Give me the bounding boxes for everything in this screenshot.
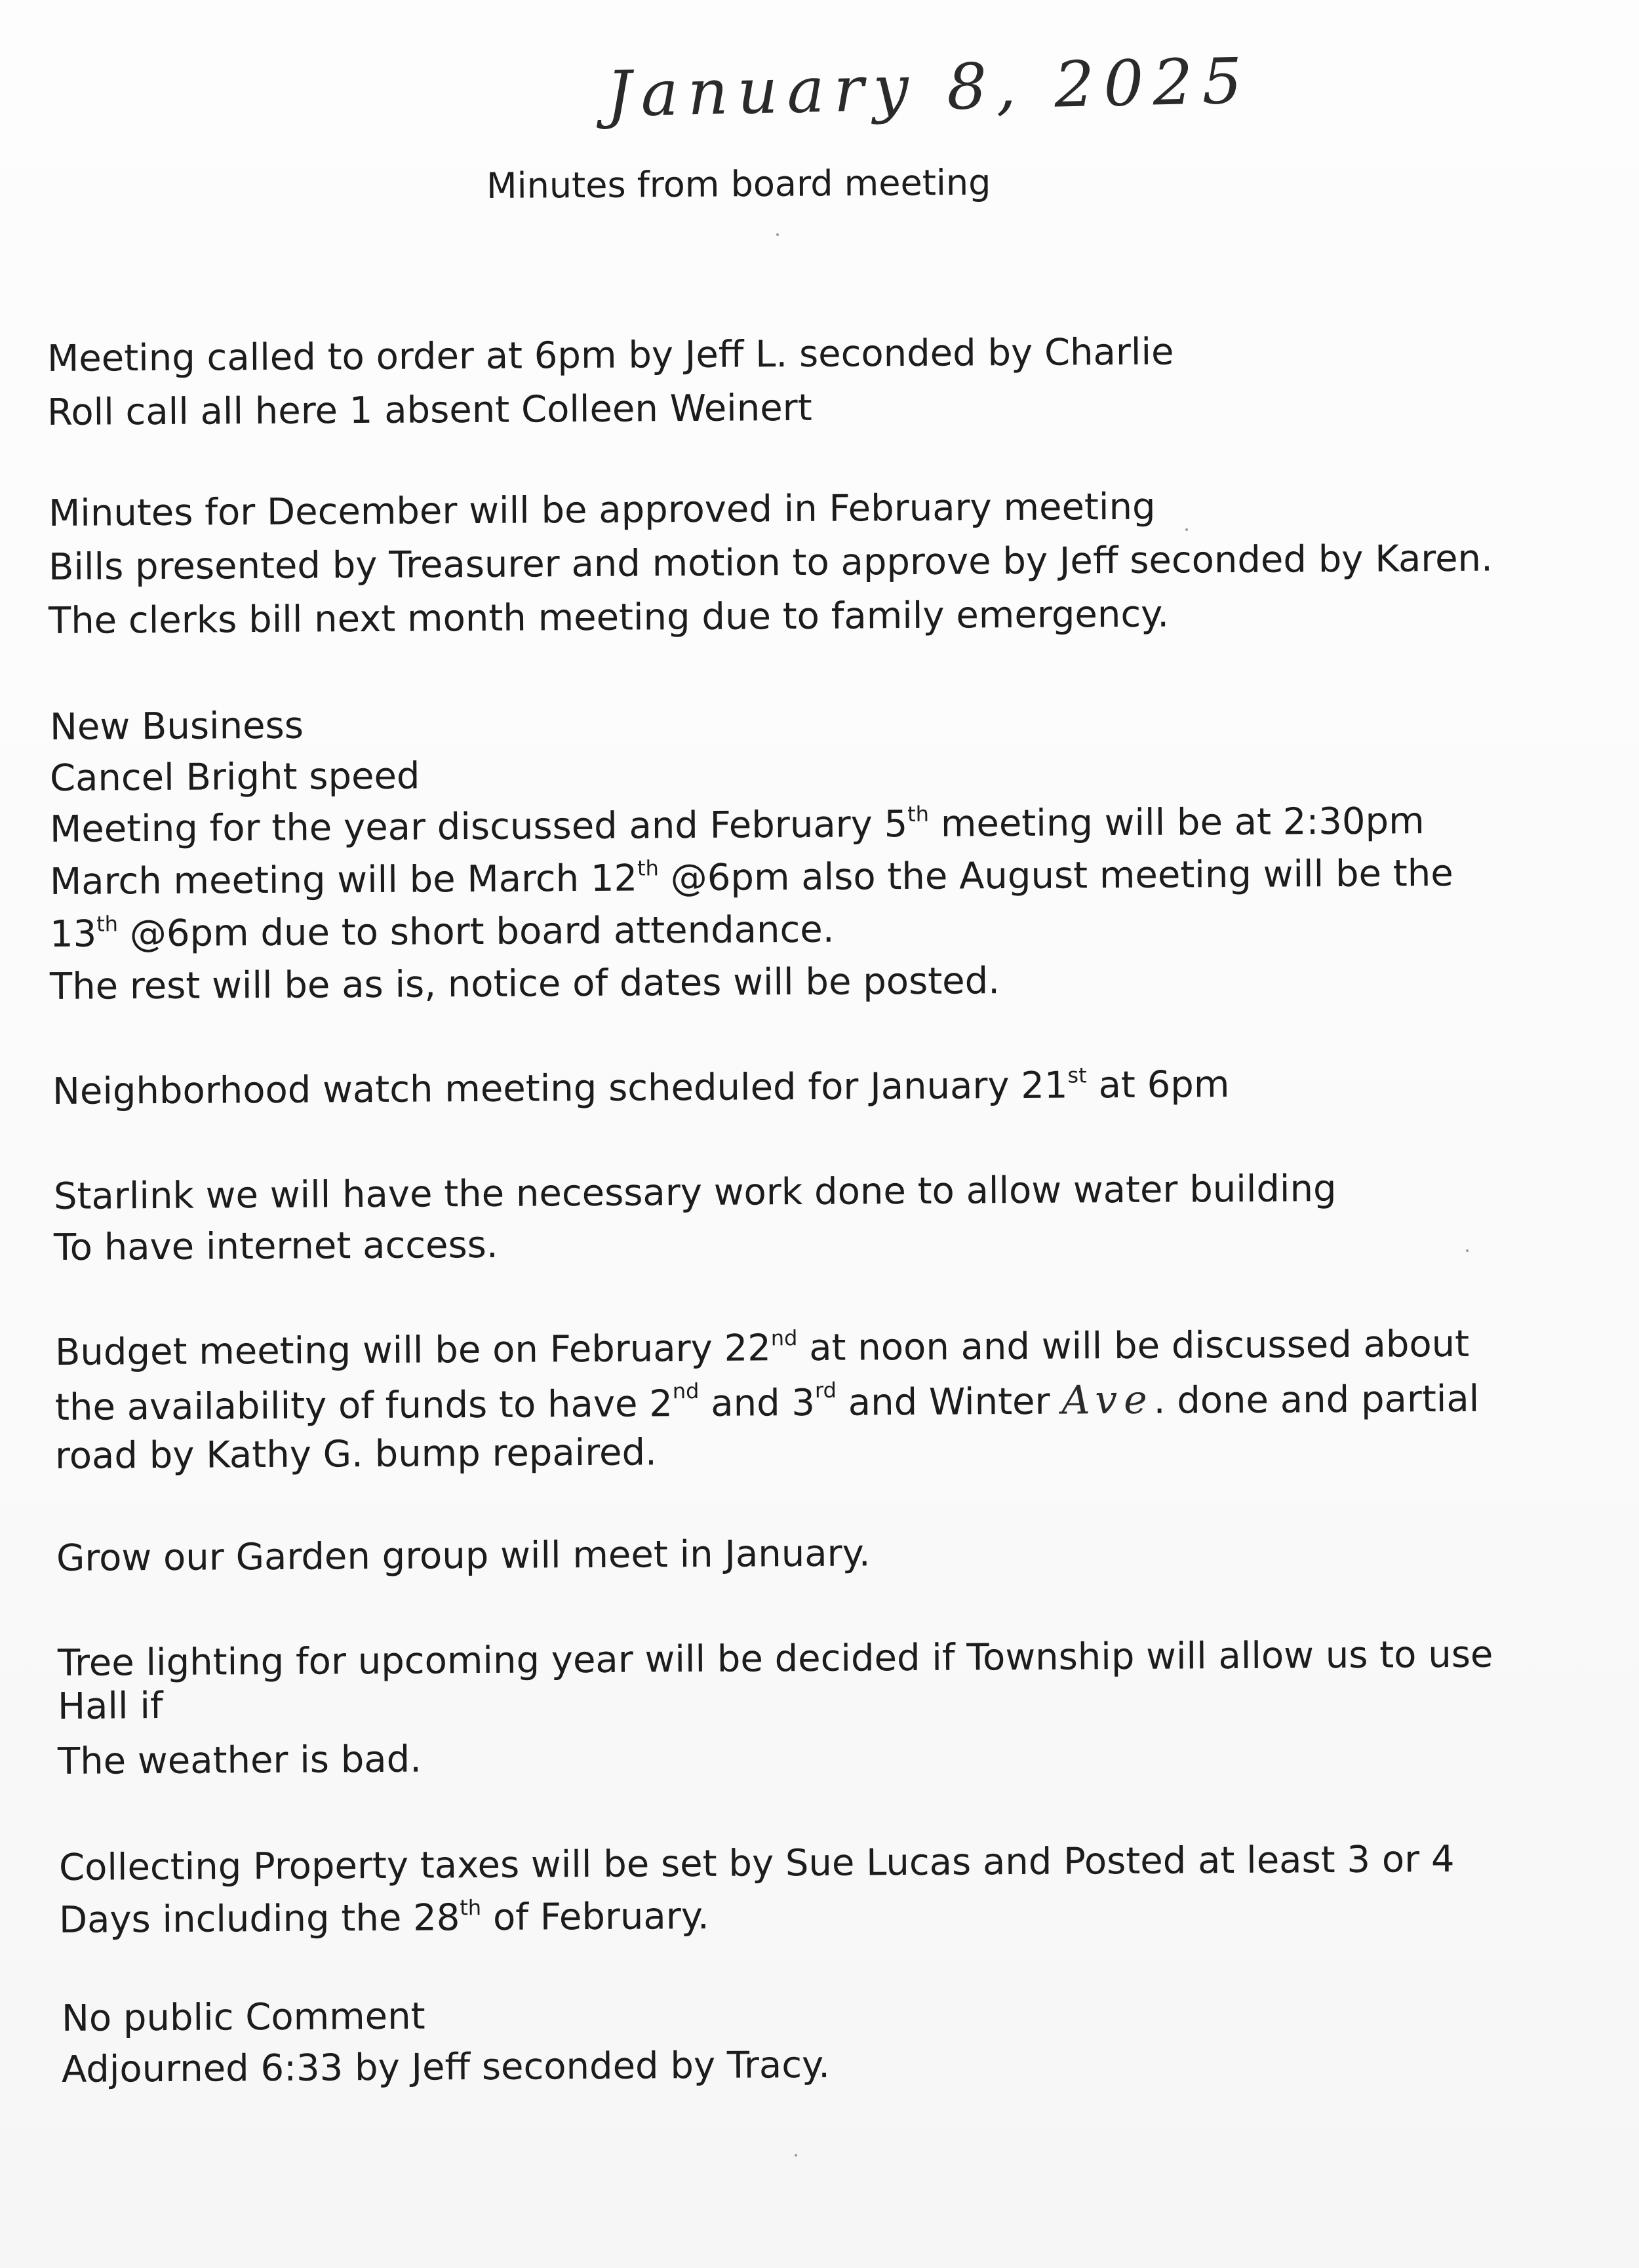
tree-lighting-line-1: Tree lighting for upcoming year will be decided if Township will allow us to use	[57, 1633, 1493, 1685]
handwritten-date: January 8, 2025	[605, 44, 1252, 131]
meeting-schedule-text-a: Meeting for the year discussed and February 5	[49, 803, 908, 851]
taxes-line-2	[58, 1894, 709, 1942]
dates-posted-line: The rest will be as is, notice of dates will be posted.	[49, 960, 1000, 1008]
ordinal-suffix: nd	[770, 1325, 798, 1351]
budget-line-2	[54, 1377, 1480, 1429]
august-text-a: 13	[49, 912, 97, 956]
taxes-text-b: of February.	[481, 1894, 709, 1940]
clerk-bill-line: The clerks bill next month meeting due to family emergency.	[48, 593, 1170, 642]
public-comment-line: No public Comment	[61, 1995, 425, 2040]
ordinal-suffix: th	[637, 855, 660, 881]
new-business-heading: New Business	[49, 704, 304, 749]
march-meeting-line	[49, 851, 1453, 903]
budget-text-c: the availability of funds to have 2	[54, 1382, 673, 1429]
paper-speck	[1466, 1249, 1469, 1252]
august-meeting-line	[49, 908, 835, 956]
starlink-line-2: To have internet access.	[53, 1223, 498, 1269]
tree-lighting-line-2: Hall if	[57, 1685, 163, 1728]
paper-speck	[776, 233, 779, 236]
taxes-line-1: Collecting Property taxes will be set by Sue Lucas and Posted at least 3 or 4	[58, 1837, 1455, 1889]
budget-text-b: at noon and will be discussed about	[797, 1322, 1470, 1370]
ordinal-suffix: th	[907, 801, 930, 827]
meeting-schedule-text-b: meeting will be at 2:30pm	[928, 800, 1425, 846]
document-title: Minutes from board meeting	[486, 161, 991, 206]
paper-speck	[795, 2154, 797, 2157]
minutes-approval-line: Minutes for December will be approved in February meeting	[48, 485, 1156, 535]
ordinal-suffix: st	[1067, 1063, 1087, 1088]
budget-line-1	[54, 1322, 1470, 1374]
taxes-text-a: Days including the 28	[58, 1896, 460, 1942]
neighborhood-watch-line	[52, 1063, 1230, 1113]
paper-speck	[1185, 528, 1188, 531]
call-to-order-line: Meeting called to order at 6pm by Jeff L. seconded by Charlie	[47, 330, 1174, 380]
budget-text-f: . done and partial	[1153, 1377, 1480, 1422]
neighborhood-text-b: at 6pm	[1086, 1063, 1230, 1107]
ordinal-suffix: nd	[672, 1378, 700, 1404]
roll-call-line: Roll call all here 1 absent Colleen Weinert	[47, 386, 812, 434]
august-text-b: @6pm due to short board attendance.	[117, 908, 835, 956]
budget-text-d: and 3	[699, 1381, 816, 1425]
budget-text-a: Budget meeting will be on February 22	[54, 1327, 772, 1374]
march-text-a: March meeting will be March 12	[49, 857, 638, 903]
bills-line: Bills presented by Treasurer and motion to approve by Jeff seconded by Karen.	[48, 537, 1493, 589]
meeting-schedule-line	[49, 800, 1425, 851]
ordinal-suffix: rd	[814, 1377, 837, 1403]
handwritten-ave: Ave	[1061, 1377, 1154, 1424]
march-text-b: @6pm also the August meeting will be the	[658, 851, 1453, 900]
cancel-brightspeed-line: Cancel Bright speed	[49, 754, 420, 800]
budget-text-e: and Winter	[836, 1380, 1062, 1424]
neighborhood-text-a: Neighborhood watch meeting scheduled for January 21	[52, 1064, 1068, 1113]
garden-group-line: Grow our Garden group will meet in January.	[56, 1532, 871, 1580]
starlink-line-1: Starlink we will have the necessary work done to allow water building	[53, 1167, 1337, 1218]
budget-line-3: road by Kathy G. bump repaired.	[54, 1431, 658, 1477]
ordinal-suffix: th	[96, 911, 119, 937]
tree-lighting-line-3: The weather is bad.	[57, 1738, 422, 1783]
adjourned-line: Adjourned 6:33 by Jeff seconded by Tracy.	[61, 2043, 831, 2091]
ordinal-suffix: th	[460, 1895, 482, 1921]
